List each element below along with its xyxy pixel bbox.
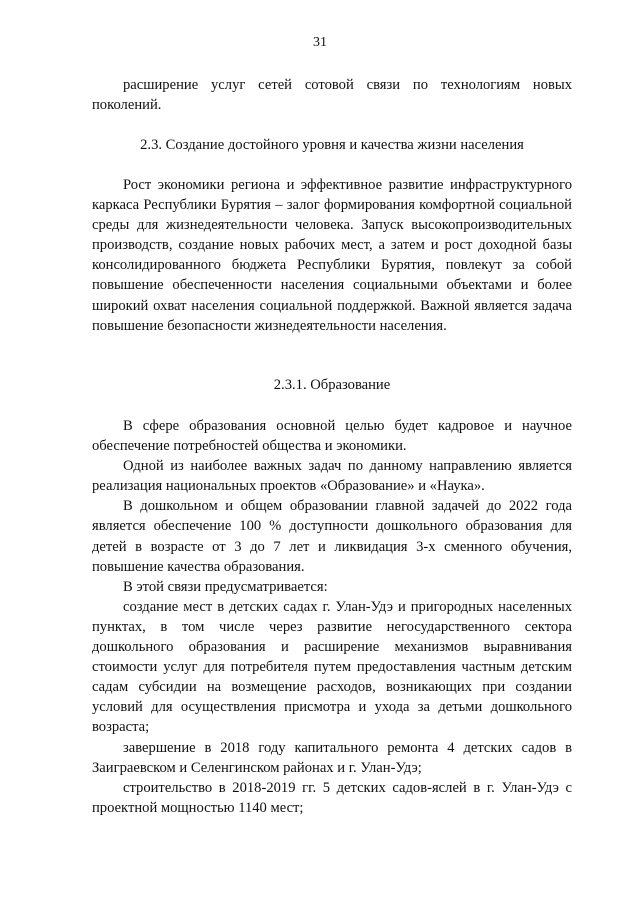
paragraph: Рост экономики региона и эффективное развитие инфраструктурного каркаса Республики Бурятия – залог формирования комфортной социальной среды для жизнедеятельности человека. Запуск высокопроизводительных производств, создание новых рабочих мест, а затем и рост доходной базы консолидированного бюджета Республики Бурятия, повлекут за собой повышение обеспеченности населения социальными объектами и более широкий охват населения социальной поддержкой. Важной является задача повышение безопасности жизнедеятельности населения. (92, 177, 572, 334)
page-number: 31 (313, 35, 327, 50)
paragraph: В этой связи предусматривается: (123, 578, 328, 595)
section-2-3-body (92, 175, 572, 336)
section-heading-2-3-1: 2.3.1. Образование (273, 377, 391, 393)
list-item: создание мест в детских садах г. Улан-Удэ и пригородных населенных пунктах, в том числе через развитие негосударственного сектора дошкольного образования и расширение механизмов выравнивания стоимости услуг для потребителя путем предоставления частным детским садам субсидии на возмещение расходов, возникающих при создании условий для осуществления присмотра и ухода за детьми дошкольного возраста; (92, 598, 572, 736)
paragraph: Одной из наиболее важных задач по данному направлению является реализация национальных проектов «Образование» и «Наука». (92, 458, 572, 495)
paragraph: В дошкольном и общем образовании главной задачей до 2022 года является обеспечение 100 % доступности дошкольного образования для детей в возрасте от 3 до 7 лет и ликвидация 3-х сменного обучения, повышение качества образования. (92, 498, 572, 575)
list-item: завершение в 2018 году капитального ремонта 4 детских садов в Заиграевском и Селенгинском районах и г. Улан-Удэ; (92, 739, 572, 776)
section-heading-2-3: 2.3. Создание достойного уровня и качества жизни населения (140, 137, 524, 153)
continued-text-block (92, 75, 572, 115)
paragraph: В сфере образования основной целью будет кадровое и научное обеспечение потребностей общества и экономики. (92, 418, 572, 455)
section-2-3-1-body (92, 416, 572, 818)
paragraph: расширение услуг сетей сотовой связи по технологиям новых поколений. (92, 77, 572, 114)
list-item: строительство в 2018-2019 гг. 5 детских садов-яслей в г. Улан-Удэ с проектной мощностью 1140 мест; (92, 779, 572, 816)
